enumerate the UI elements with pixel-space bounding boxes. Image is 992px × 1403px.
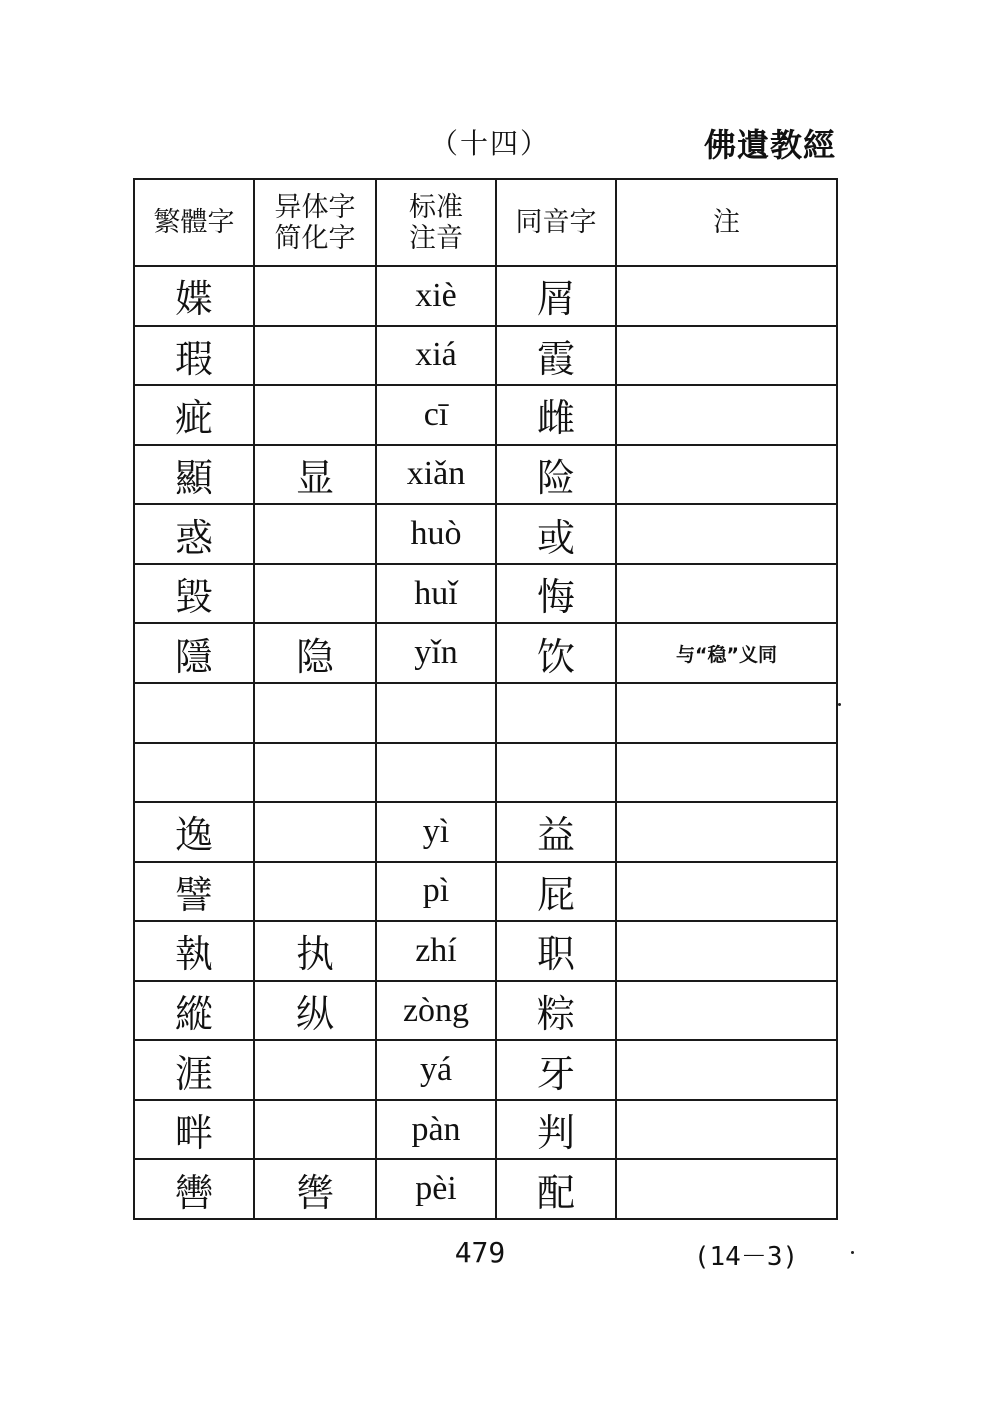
pinyin-cell: huò xyxy=(376,504,496,564)
homophone-cell xyxy=(496,683,616,743)
note-cell xyxy=(616,564,837,624)
traditional-char-cell: 畔 xyxy=(134,1100,254,1160)
traditional-char-cell: 毀 xyxy=(134,564,254,624)
simplified-char-cell xyxy=(254,1040,376,1100)
pinyin-cell: yá xyxy=(376,1040,496,1100)
homophone-cell: 悔 xyxy=(496,564,616,624)
simplified-char-cell xyxy=(254,326,376,386)
homophone-cell: 屑 xyxy=(496,266,616,326)
traditional-char-cell: 惑 xyxy=(134,504,254,564)
simplified-char-cell xyxy=(254,862,376,922)
table-row xyxy=(134,623,837,683)
note-cell xyxy=(616,1040,837,1100)
traditional-char-cell: 顯 xyxy=(134,445,254,505)
traditional-char-cell: 譬 xyxy=(134,862,254,922)
simplified-char-cell: 辔 xyxy=(254,1159,376,1219)
traditional-char-cell: 媟 xyxy=(134,266,254,326)
homophone-cell: 霞 xyxy=(496,326,616,386)
homophone-cell: 粽 xyxy=(496,981,616,1041)
traditional-char-cell: 轡 xyxy=(134,1159,254,1219)
simplified-char-cell xyxy=(254,266,376,326)
homophone-cell: 判 xyxy=(496,1100,616,1160)
note-cell xyxy=(616,683,837,743)
simplified-char-cell: 隐 xyxy=(254,623,376,683)
simplified-char-cell xyxy=(254,564,376,624)
character-table xyxy=(133,178,838,1220)
simplified-char-cell xyxy=(254,802,376,862)
section-number: （十四） xyxy=(430,127,551,160)
column-header-traditional: 繁體字 xyxy=(134,179,254,266)
table-body xyxy=(134,266,837,1219)
pinyin-cell: pèi xyxy=(376,1159,496,1219)
pinyin-cell: pì xyxy=(376,862,496,922)
traditional-char-cell: 執 xyxy=(134,921,254,981)
homophone-cell: 雌 xyxy=(496,385,616,445)
pinyin-cell xyxy=(376,683,496,743)
pinyin-cell: yì xyxy=(376,802,496,862)
page-number: 479 xyxy=(454,1236,506,1269)
pinyin-cell xyxy=(376,743,496,803)
simplified-char-cell xyxy=(254,1100,376,1160)
homophone-cell: 益 xyxy=(496,802,616,862)
pinyin-cell: pàn xyxy=(376,1100,496,1160)
pinyin-cell: yǐn xyxy=(376,623,496,683)
table-row xyxy=(134,564,837,624)
simplified-char-cell xyxy=(254,504,376,564)
homophone-cell: 险 xyxy=(496,445,616,505)
homophone-cell: 牙 xyxy=(496,1040,616,1100)
simplified-char-cell xyxy=(254,743,376,803)
pinyin-cell: xiǎn xyxy=(376,445,496,505)
table-row xyxy=(134,445,837,505)
note-cell xyxy=(616,266,837,326)
scan-speck xyxy=(838,703,841,706)
note-cell xyxy=(616,981,837,1041)
traditional-char-cell xyxy=(134,743,254,803)
note-cell xyxy=(616,385,837,445)
homophone-cell: 或 xyxy=(496,504,616,564)
pinyin-cell: xiè xyxy=(376,266,496,326)
traditional-char-cell xyxy=(134,683,254,743)
traditional-char-cell: 逸 xyxy=(134,802,254,862)
table-row xyxy=(134,1100,837,1160)
traditional-char-cell: 涯 xyxy=(134,1040,254,1100)
table-row xyxy=(134,266,837,326)
column-header-homophone: 同音字 xyxy=(496,179,616,266)
homophone-cell xyxy=(496,743,616,803)
pinyin-cell: cī xyxy=(376,385,496,445)
traditional-char-cell: 縱 xyxy=(134,981,254,1041)
homophone-cell: 屁 xyxy=(496,862,616,922)
note-cell xyxy=(616,1100,837,1160)
note-cell xyxy=(616,326,837,386)
table-row xyxy=(134,802,837,862)
table-row xyxy=(134,1159,837,1219)
table-row xyxy=(134,385,837,445)
pinyin-cell: zhí xyxy=(376,921,496,981)
table-row xyxy=(134,862,837,922)
note-cell xyxy=(616,921,837,981)
traditional-char-cell: 疵 xyxy=(134,385,254,445)
note-cell xyxy=(616,743,837,803)
note-cell xyxy=(616,802,837,862)
pinyin-cell: xiá xyxy=(376,326,496,386)
note-cell xyxy=(616,862,837,922)
traditional-char-cell: 瑕 xyxy=(134,326,254,386)
table-header-row xyxy=(134,179,837,266)
book-title: 佛遺教經 xyxy=(703,126,836,164)
table-row xyxy=(134,683,837,743)
table-row xyxy=(134,743,837,803)
table-row xyxy=(134,1040,837,1100)
column-header-variant-simplified: 异体字 简化字 xyxy=(254,179,376,266)
homophone-cell: 配 xyxy=(496,1159,616,1219)
homophone-cell: 饮 xyxy=(496,623,616,683)
table-row xyxy=(134,504,837,564)
page-reference: (14－3) xyxy=(693,1242,799,1272)
pinyin-cell: zòng xyxy=(376,981,496,1041)
table-row xyxy=(134,326,837,386)
note-cell xyxy=(616,1159,837,1219)
note-cell xyxy=(616,445,837,505)
table-row xyxy=(134,981,837,1041)
simplified-char-cell: 显 xyxy=(254,445,376,505)
traditional-char-cell: 隱 xyxy=(134,623,254,683)
note-cell xyxy=(616,504,837,564)
scan-speck xyxy=(851,1251,854,1254)
pinyin-cell: huǐ xyxy=(376,564,496,624)
table-row xyxy=(134,921,837,981)
homophone-cell: 职 xyxy=(496,921,616,981)
simplified-char-cell: 执 xyxy=(254,921,376,981)
column-header-pinyin: 标准 注音 xyxy=(376,179,496,266)
column-header-note: 注 xyxy=(616,179,837,266)
simplified-char-cell: 纵 xyxy=(254,981,376,1041)
simplified-char-cell xyxy=(254,385,376,445)
note-cell: 与“稳”义同 xyxy=(616,623,837,683)
simplified-char-cell xyxy=(254,683,376,743)
